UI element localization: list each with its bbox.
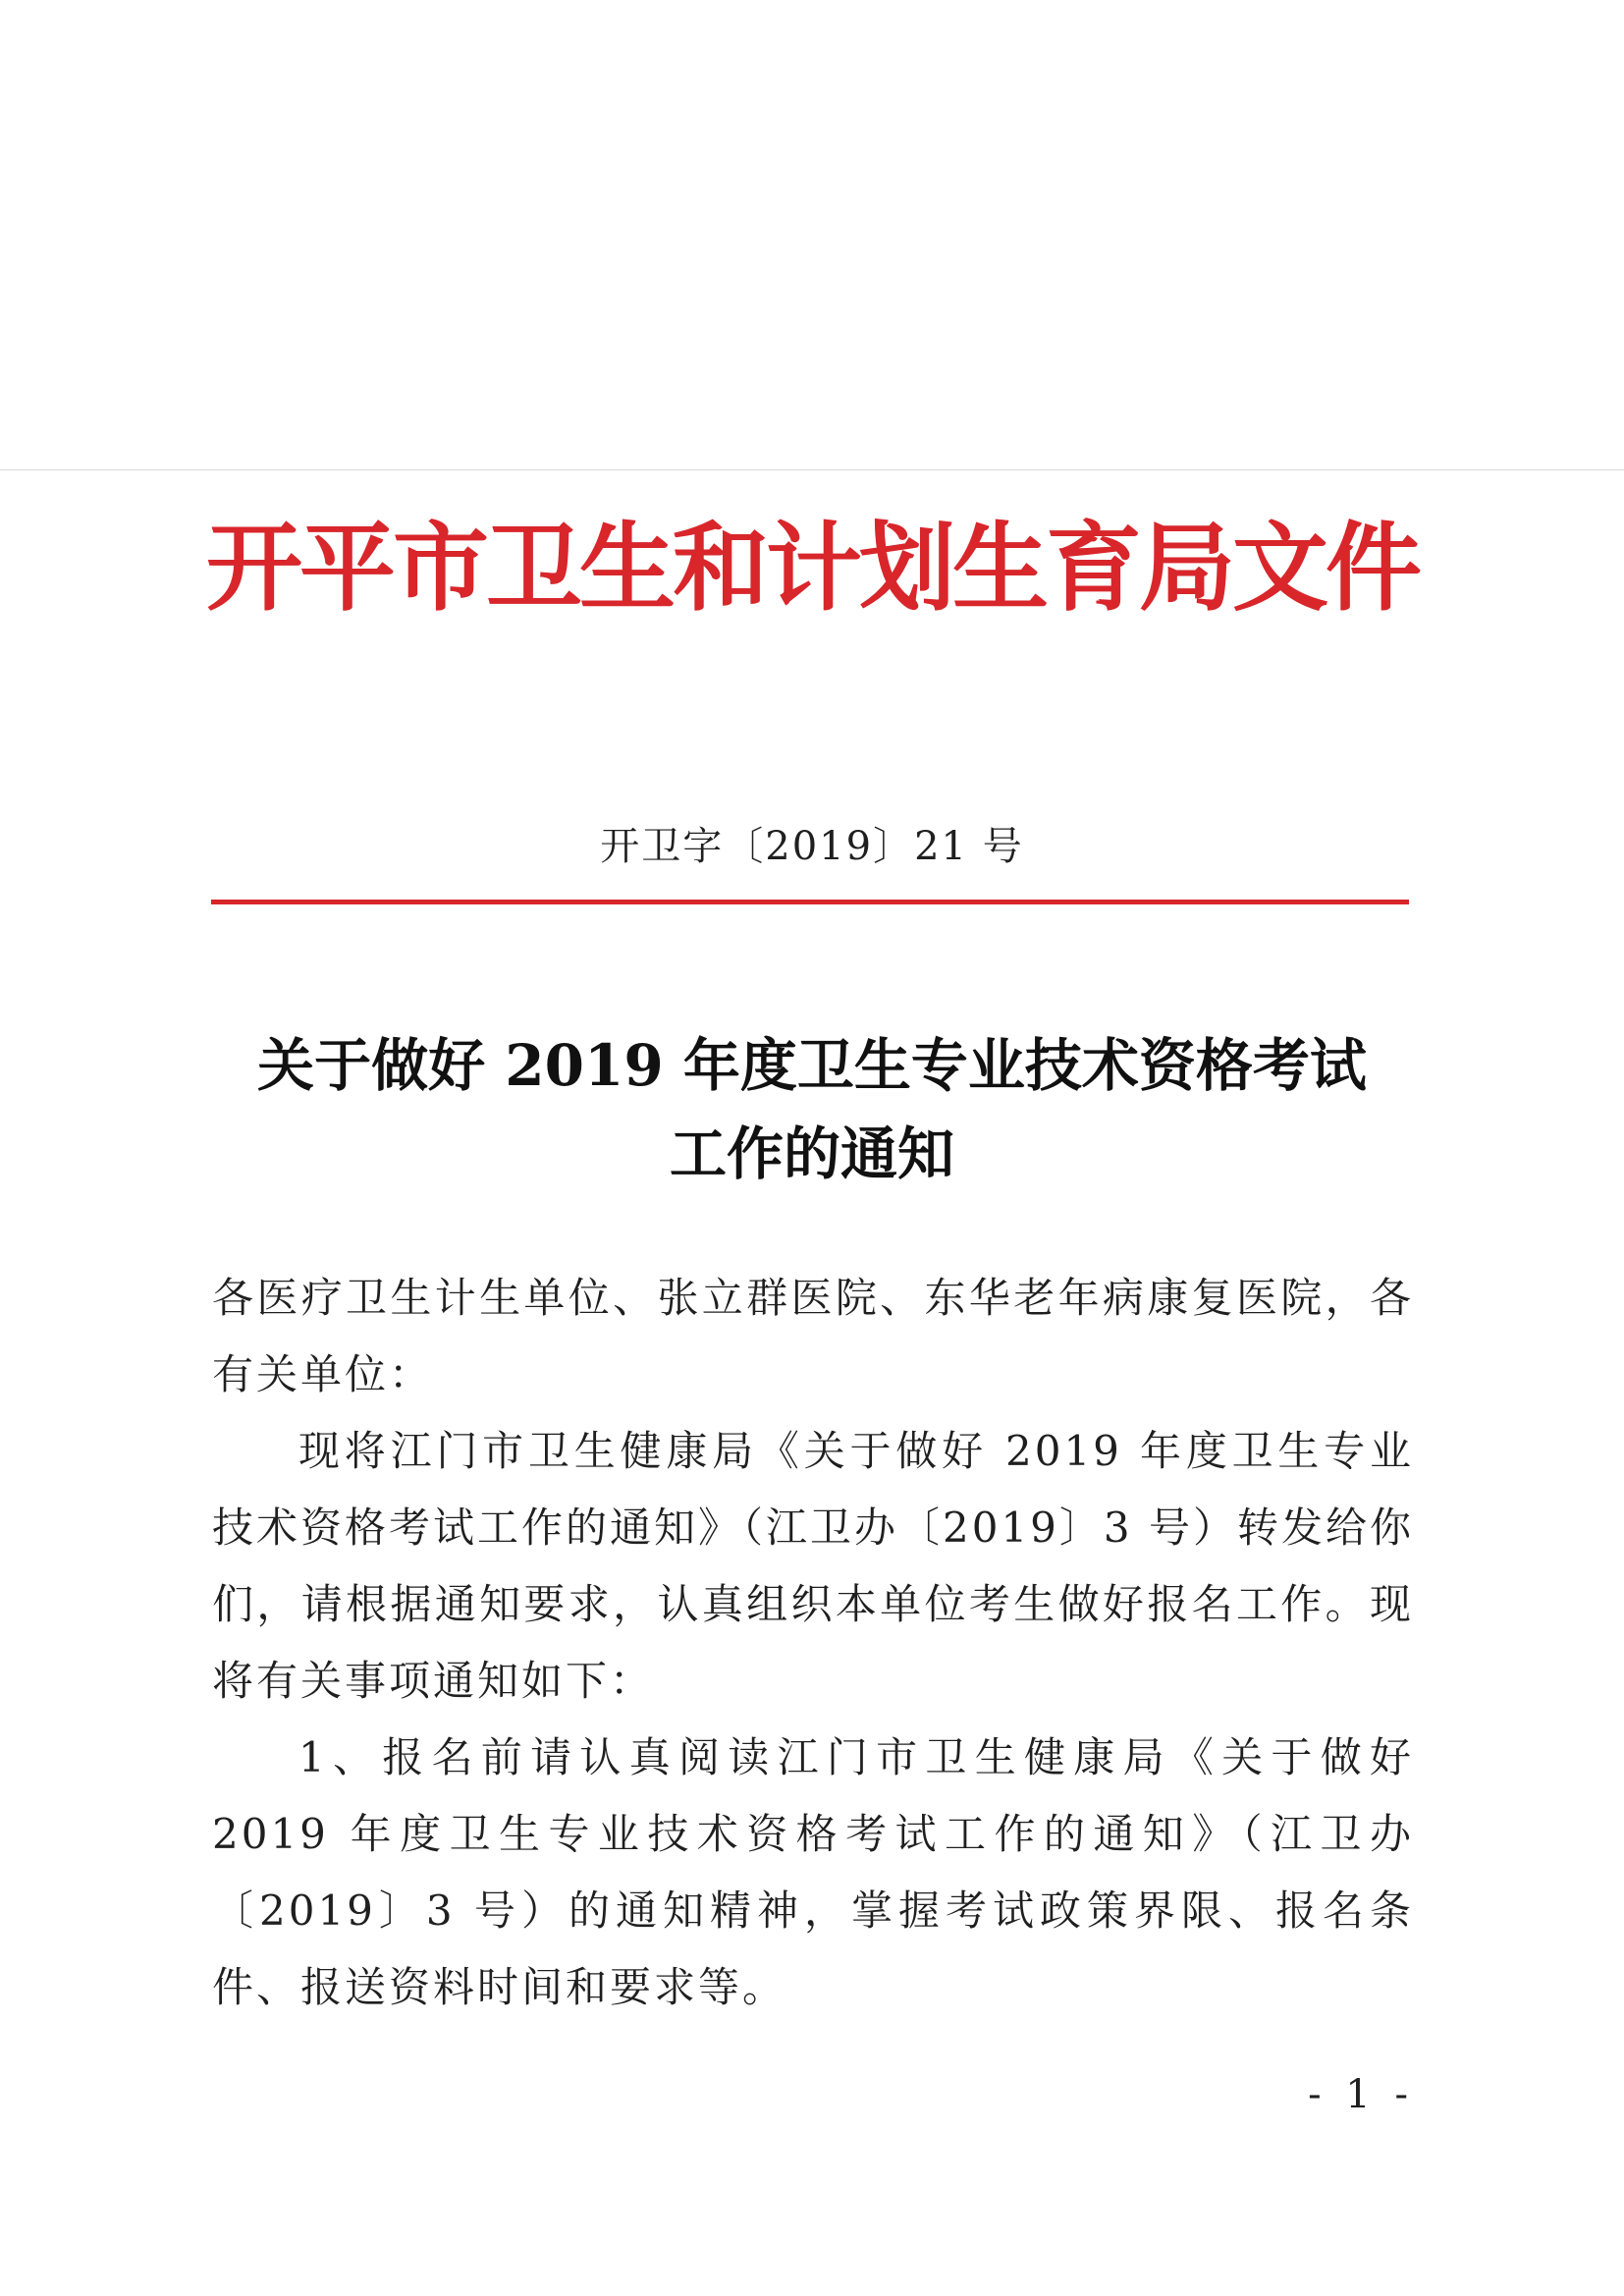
title-line-2: 工作的通知 xyxy=(669,1121,954,1187)
list-item: 1、报名前请认真阅读江门市卫生健康局《关于做好 2019 年度卫生专业技术资格考试工作的通知》（江卫办〔2019〕3 号）的通知精神，掌握考试政策界限、报名条件、报送资料时间和要求等。 xyxy=(212,1733,1414,2011)
document-title xyxy=(196,1021,1428,1198)
document-body xyxy=(212,1260,1414,2026)
body-paragraph: 现将江门市卫生健康局《关于做好 2019 年度卫生专业技术资格考试工作的通知》（江卫办〔2019〕3 号）转发给你们，请根据通知要求，认真组织本单位考生做好报名工作。现将有关事项通知如下： xyxy=(212,1427,1414,1705)
page-fold-line xyxy=(0,469,1624,470)
addressee: 各医疗卫生计生单位、张立群医院、东华老年病康复医院，各有关单位： xyxy=(212,1274,1414,1398)
red-separator-line xyxy=(211,900,1409,904)
document-number: 开卫字〔2019〕21 号 xyxy=(600,824,1024,869)
page-number: - 1 - xyxy=(1308,2072,1414,2117)
title-line-1: 关于做好 2019 年度卫生专业技术资格考试 xyxy=(257,1032,1367,1099)
issuer-banner: 开平市卫生和计划生育局文件 xyxy=(206,512,1420,625)
